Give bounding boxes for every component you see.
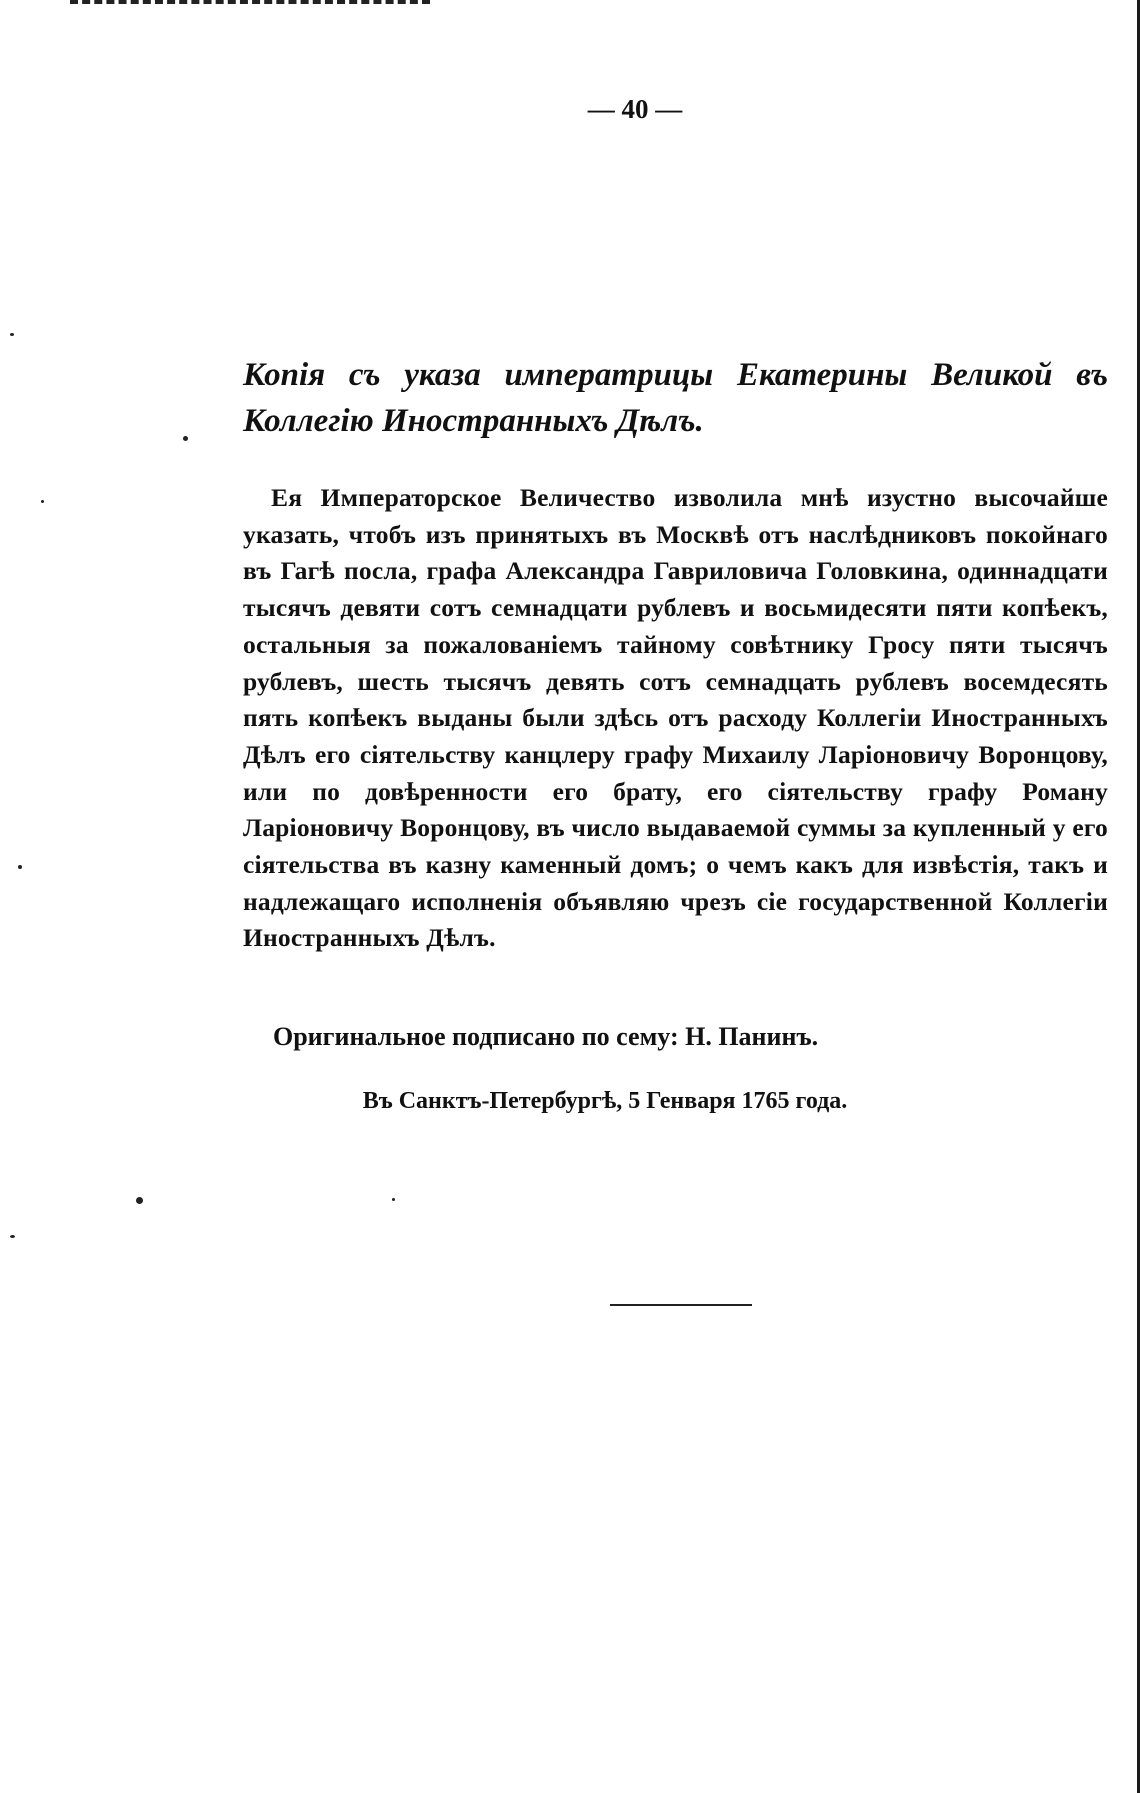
scan-speck xyxy=(18,865,22,869)
scan-speck xyxy=(392,1198,395,1201)
end-rule xyxy=(610,1304,752,1306)
scan-speck xyxy=(136,1197,143,1204)
document-body: Ея Императорское Величество изволила мнѣ изустно высочайше указать, чтобъ изъ принятыхъ въ Москвѣ отъ наслѣдниковъ покойнаго въ Гагѣ посла, графа Александра Гавриловича Головкина, одиннадцати тысячъ девяти сотъ семнадцати рублевъ и восьмидесяти пяти копѣекъ, остальныя за пожалованіемъ тайному совѣтнику Гросу пяти тысячъ рублевъ, шесть тысячъ девять сотъ семнадцать рублевъ восемдесять пять копѣекъ выданы были здѣсь отъ расходу Коллегіи Иностранныхъ Дѣлъ его сіятельству канцлеру графу Михаилу Ларіоновичу Воронцову, или по довѣренности его брату, его сіятельству графу Роману Ларіоновичу Воронцову, въ число выдаваемой суммы за купленный у его сіятельства въ казну каменный домъ; о чемъ какъ для извѣстія, такъ и надлежащаго исполненія объявляю чрезъ сіе государственной Коллегіи Иностранныхъ Дѣлъ. xyxy=(243,483,1108,953)
scan-speck xyxy=(41,500,44,503)
scan-speck xyxy=(183,436,188,441)
page-number-text: — 40 — xyxy=(587,94,683,124)
scan-speck xyxy=(10,1235,15,1238)
scan-speck xyxy=(10,333,14,336)
place-date-line xyxy=(0,1088,1140,1115)
page-number xyxy=(0,94,1140,125)
top-edge-rule xyxy=(70,0,430,4)
document-title: Копія съ указа императрицы Екатерины Великой въ Коллегію Иностранныхъ Дѣлъ. xyxy=(243,357,1108,439)
signature-line: Оригинальное подписано по сему: Н. Панинъ. xyxy=(273,1022,819,1051)
place-date-text: Въ Санктъ-Петербургѣ, 5 Генваря 1765 года. xyxy=(362,1088,848,1114)
